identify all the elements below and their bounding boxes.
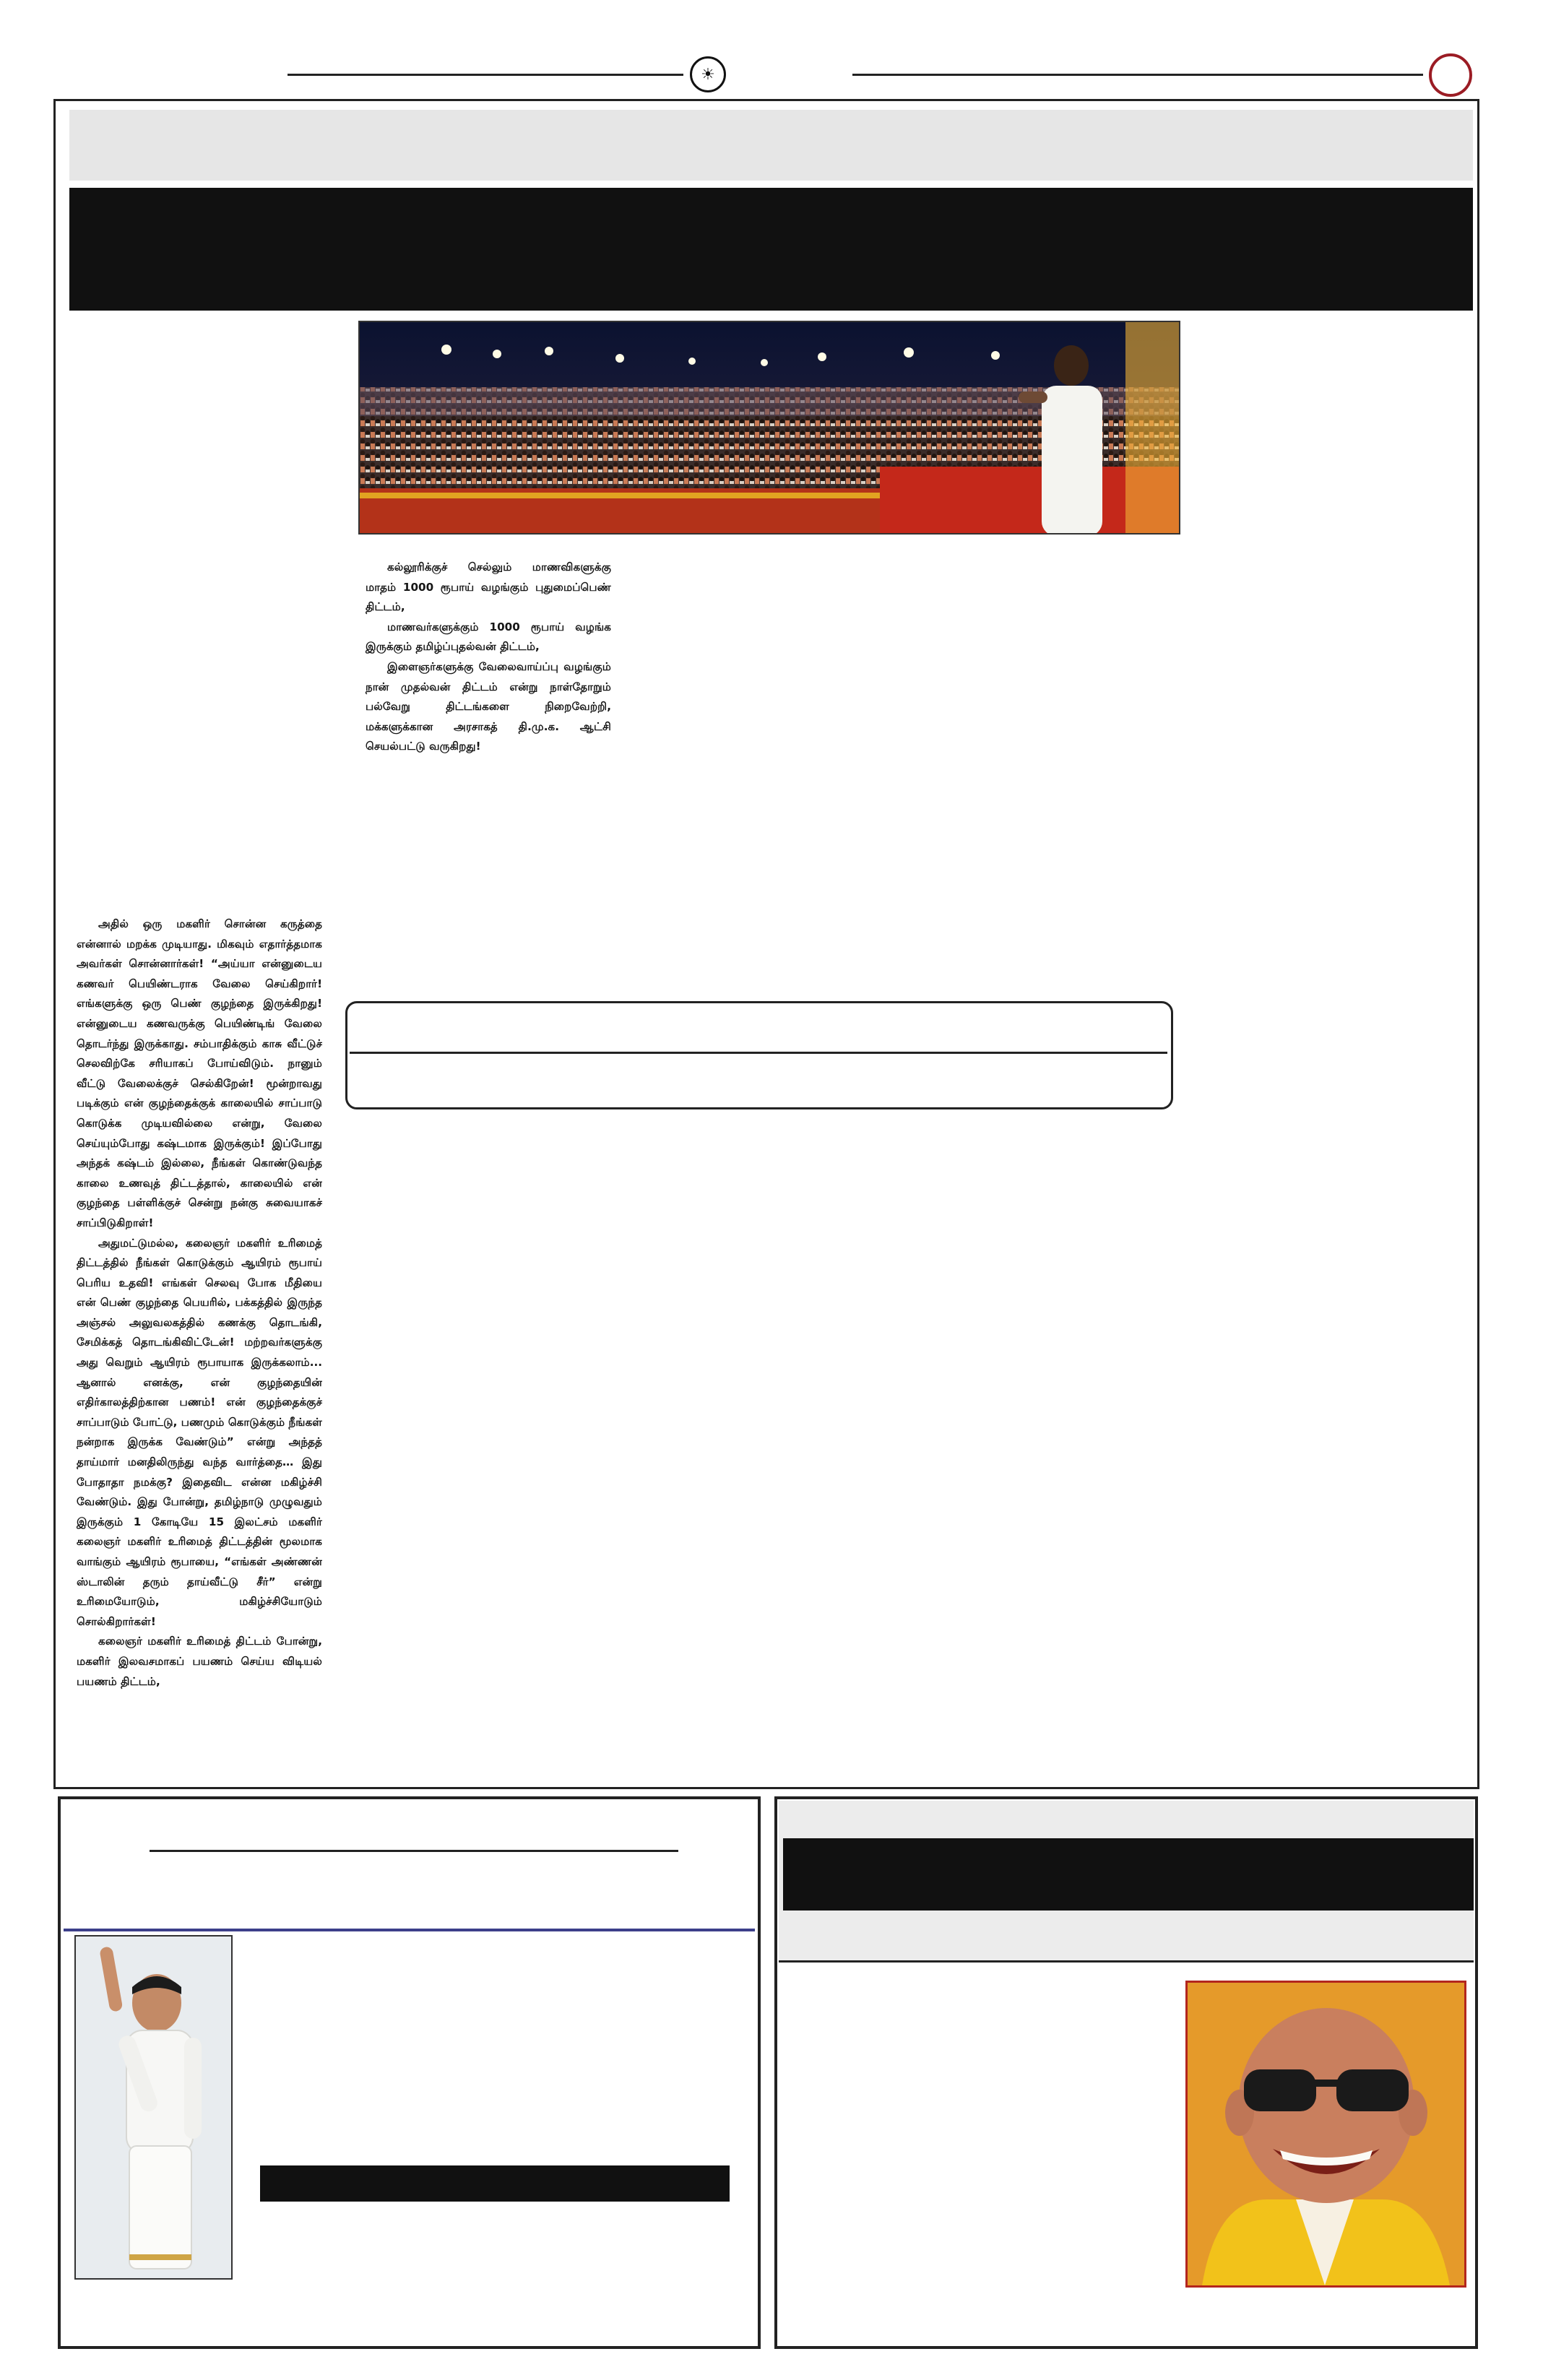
paragraph: அதுமட்டுமல்ல, கலைஞர் மகளிர் உரிமைத் திட்டத்தில் நீங்கள் கொடுக்கும் ஆயிரம் ரூபாய் பெரிய உதவி! எங்கள் செலவு போக மீதியை என் பெண் குழந்தை பெயரில், பக்கத்தில் இருந்த அஞ்சல் அலுவலகத்தில் கணக்கு தொடங்கி, சேமிக்கத் தொடங்கிவிட்டேன்! மற்றவர்களுக்கு அது வெறும் ஆயிரம் ரூபாயாக இருக்கலாம்... ஆனால் எனக்கு, என் குழந்தையின் எதிர்காலத்திற்கான பணம்! என் குழந்தைக்குச் சாப்பாடும் போட்டு, பணமும் கொடுக்கும் நீங்கள் நன்றாக இருக்க வேண்டும்” என்று அந்தத் தாய்மார் மனதிலிருந்து வந்த வார்த்தை… இது போதாதா நமக்கு? இதைவிட என்ன மகிழ்ச்சி வேண்டும். இது போன்று, தமிழ்நாடு முழுவதும் இருக்கும் 1 கோடியே 15 இலட்சம் மகளிர் கலைஞர் மகளிர் உரிமைத் திட்டத்தின் மூலமாக வாங்கும் ஆயிரம் ரூபாயை, “எங்கள் அண்ணன் ஸ்டாலின் தரும் தாய்வீட்டு சீர்” என்று உரிமையோடும், மகிழ்ச்சியோடும் சொல்கிறார்கள்! bbox=[77, 1236, 322, 1628]
header-rule-right bbox=[852, 74, 1423, 76]
chief-minister-portrait-image bbox=[76, 1937, 233, 2280]
bottom-right-title-band bbox=[783, 1838, 1474, 1911]
rally-photo bbox=[358, 321, 1180, 535]
kicker-band bbox=[69, 110, 1473, 181]
bottom-left-divider bbox=[64, 1929, 755, 1931]
page-number bbox=[1429, 53, 1472, 97]
paragraph: கலைஞர் மகளிர் உரிமைத் திட்டம் போன்று, மகளிர் இலவசமாகப் பயணம் செய்ய விடியல் பயணம் திட்டம், bbox=[77, 1635, 322, 1688]
paragraph: இளைஞர்களுக்கு வேலைவாய்ப்பு வழங்கும் நான் முதல்வன் திட்டம் என்று நாள்தோறும் பல்வேறு திட்டங்களை நிறைவேற்றி, மக்களுக்கான அரசாகத் தி.மு.க. ஆட்சி செயல்பட்டு வருகிறது! bbox=[366, 659, 611, 753]
article-column-a bbox=[77, 914, 322, 1692]
kalaignar-portrait-icon bbox=[1185, 1981, 1466, 2288]
chief-minister-portrait-icon bbox=[74, 1935, 233, 2280]
rising-sun-emblem-icon: ☀ bbox=[690, 56, 726, 92]
rally-photo-image bbox=[360, 322, 1180, 535]
bottom-left-label-band bbox=[260, 2165, 730, 2202]
article-column-b bbox=[366, 558, 611, 757]
bottom-left-title-rule bbox=[150, 1850, 678, 1852]
paragraph: மாணவர்களுக்கும் 1000 ரூபாய் வழங்க இருக்கும் தமிழ்ப்புதல்வன் திட்டம், bbox=[366, 620, 611, 654]
pull-quote-box bbox=[345, 1001, 1173, 1109]
bottom-right-divider bbox=[779, 1960, 1474, 1963]
pull-quote-divider bbox=[350, 1052, 1167, 1054]
paragraph: கல்லூரிக்குச் செல்லும் மாணவிகளுக்கு மாதம் 1000 ரூபாய் வழங்கும் புதுமைப்பெண் திட்டம், bbox=[366, 561, 611, 614]
header-rule-left bbox=[288, 74, 683, 76]
headline-band bbox=[69, 188, 1473, 311]
paragraph: அதில் ஒரு மகளிர் சொன்ன கருத்தை என்னால் மறக்க முடியாது. மிகவும் எதார்த்தமாக அவர்கள் சொன்னார்கள்! “அய்யா என்னுடைய கணவர் பெயிண்டராக வேலை செய்கிறார்! எங்களுக்கு ஒரு பெண் குழந்தை இருக்கிறது! என்னுடைய கணவருக்கு பெயிண்டிங் வேலை தொடர்ந்து இருக்காது. சம்பாதிக்கும் காசு வீட்டுச் செலவிற்கே சரியாகப் போய்விடும். நானும் வீட்டு வேலைக்குச் செல்கிறேன்! மூன்றாவது படிக்கும் என் குழந்தைக்குக் காலையில் சாப்பாடு கொடுக்க முடியவில்லை என்று, வேலை செய்யும்போது கஷ்டமாக இருக்கும்! இப்போது அந்தக் கஷ்டம் இல்லை, நீங்கள் கொண்டுவந்த காலை உணவுத் திட்டத்தால், காலையில் என் குழந்தை பள்ளிக்குச் சென்று நன்கு சுவையாகச் சாப்பிடுகிறாள்! bbox=[77, 917, 322, 1229]
kalaignar-portrait-image bbox=[1188, 1983, 1464, 2285]
